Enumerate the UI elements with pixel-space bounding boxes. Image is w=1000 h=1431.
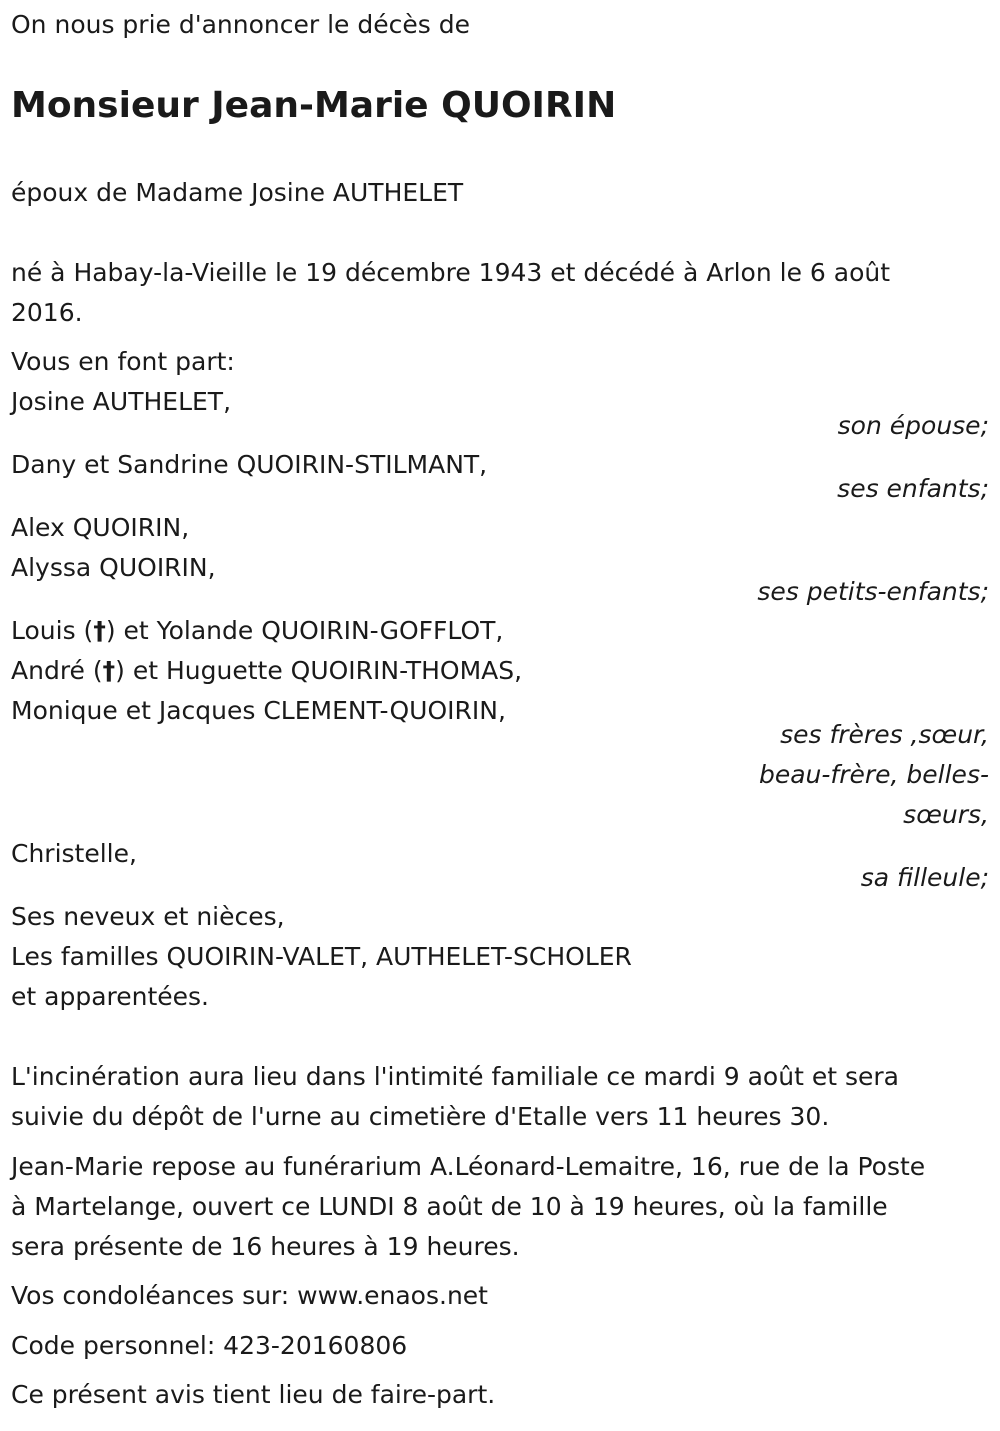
- children-role: ses enfants;: [837, 474, 989, 503]
- sibling-line-1-a: Louis (: [11, 616, 94, 645]
- others-line-2: Les familles QUOIRIN-VALET, AUTHELET-SCHOLER: [11, 942, 632, 971]
- spouse-role: son épouse;: [837, 411, 989, 440]
- sibling-line-1-b: ) et Yolande QUOIRIN-GOFFLOT,: [105, 616, 504, 645]
- condolences-line: Vos condoléances sur: www.enaos.net: [11, 1281, 488, 1310]
- deceased-name: Monsieur Jean-Marie QUOIRIN: [11, 85, 617, 126]
- cross-icon: †: [93, 616, 106, 645]
- siblings-role-1: ses frères ,sœur,: [780, 720, 989, 749]
- sibling-line-2: [11, 651, 522, 691]
- grandchild-name-2: Alyssa QUOIRIN,: [11, 553, 216, 582]
- sibling-line-3: Monique et Jacques CLEMENT-QUOIRIN,: [11, 696, 506, 725]
- family-header: Vous en font part:: [11, 347, 235, 376]
- others-line-3: et apparentées.: [11, 982, 209, 1011]
- goddaughter-role: sa filleule;: [860, 863, 989, 892]
- siblings-role-3: sœurs,: [903, 800, 989, 829]
- spouse-line: époux de Madame Josine AUTHELET: [11, 178, 464, 207]
- children-names: Dany et Sandrine QUOIRIN-STILMANT,: [11, 450, 488, 479]
- sibling-line-2-b: ) et Huguette QUOIRIN-THOMAS,: [115, 656, 523, 685]
- spouse-name: Josine AUTHELET,: [11, 387, 232, 416]
- sibling-line-2-a: André (: [11, 656, 103, 685]
- birth-death-line-2: 2016.: [11, 298, 83, 327]
- funerarium-line-3: sera présente de 16 heures à 19 heures.: [11, 1232, 520, 1261]
- goddaughter-name: Christelle,: [11, 839, 137, 868]
- grandchild-name-1: Alex QUOIRIN,: [11, 513, 190, 542]
- funerarium-line-1: Jean-Marie repose au funérarium A.Léonard-Lemaitre, 16, rue de la Poste: [11, 1152, 926, 1181]
- cross-icon: †: [102, 656, 116, 685]
- incineration-line-1: L'incinération aura lieu dans l'intimité familiale ce mardi 9 août et sera: [11, 1062, 899, 1091]
- notice-line: Ce présent avis tient lieu de faire-part.: [11, 1380, 496, 1409]
- incineration-line-2: suivie du dépôt de l'urne au cimetière d'Etalle vers 11 heures 30.: [11, 1102, 830, 1131]
- funerarium-line-2: à Martelange, ouvert ce LUNDI 8 août de 10 à 19 heures, où la famille: [11, 1192, 888, 1221]
- birth-death-line-1: né à Habay-la-Vieille le 19 décembre 1943 et décédé à Arlon le 6 août: [11, 258, 891, 287]
- personal-code: Code personnel: 423-20160806: [11, 1331, 408, 1360]
- grandchildren-role: ses petits-enfants;: [757, 577, 989, 606]
- intro-text: On nous prie d'annoncer le décès de: [11, 10, 470, 39]
- sibling-line-1: [11, 611, 503, 651]
- siblings-role-2: beau-frère, belles-: [758, 760, 989, 789]
- others-line-1: Ses neveux et nièces,: [11, 902, 285, 931]
